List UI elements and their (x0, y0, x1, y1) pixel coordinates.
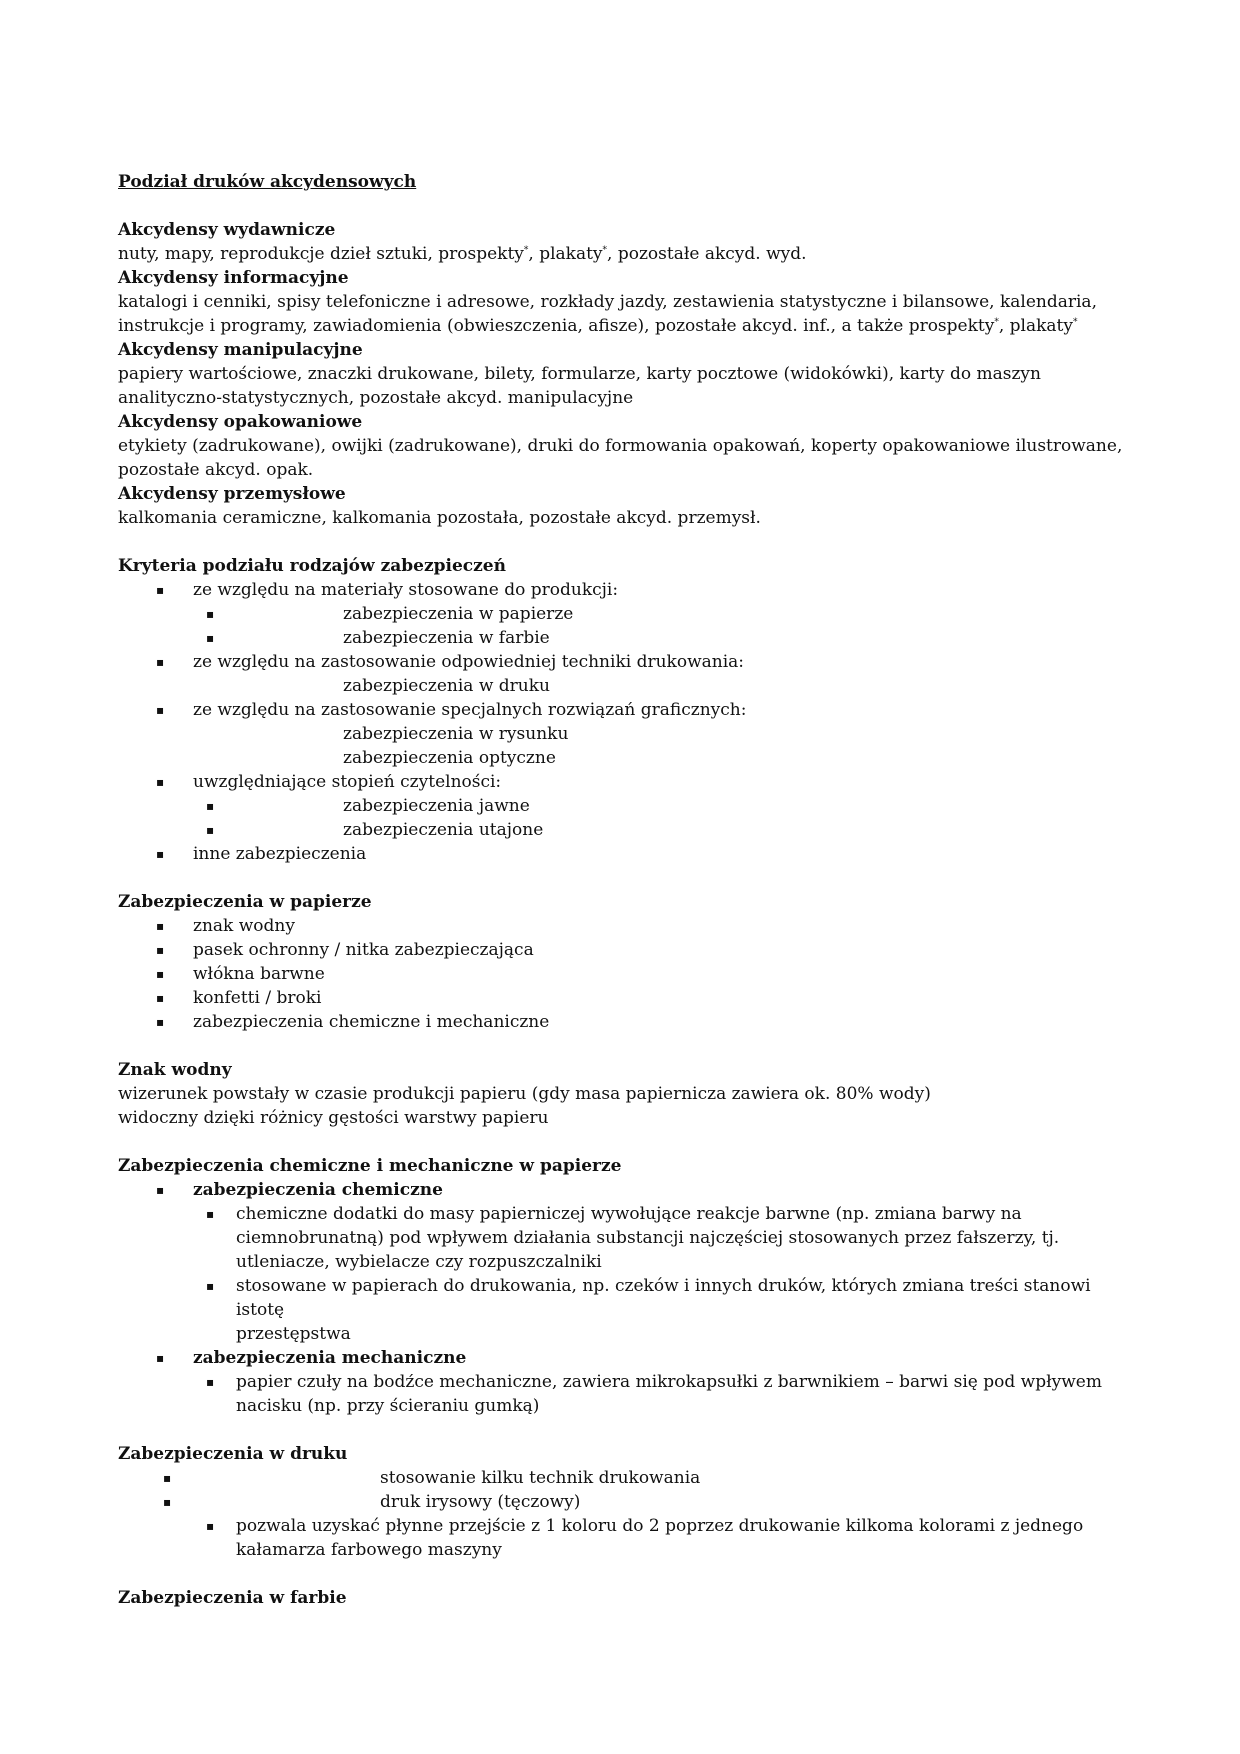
bullet-icon: ▪ (156, 655, 165, 669)
list-subitem: zabezpieczenia w rysunku (343, 724, 569, 744)
heading-chem-mech: Zabezpieczenia chemiczne i mechaniczne w papierze (118, 1156, 622, 1176)
list-subitem: ▪ chemiczne dodatki do masy papierniczej wywołujące reakcje barwne (np. zmiana barwy na (206, 1204, 1022, 1224)
bullet-icon: ▪ (156, 703, 165, 717)
text-informacyjne-2: instrukcje i programy, zawiadomienia (obwieszczenia, afisze), pozostałe akcyd. inf., a także prospekty*, plakaty* (118, 316, 1078, 336)
heading-druk: Zabezpieczenia w druku (118, 1444, 348, 1464)
text-wydawnicze: nuty, mapy, reprodukcje dzieł sztuki, prospekty*, plakaty*, pozostałe akcyd. wyd. (118, 244, 807, 264)
list-subitem-cont: utleniacze, wybielacze czy rozpuszczalniki (236, 1252, 602, 1272)
text-manipulacyjne-1: papiery wartościowe, znaczki drukowane, bilety, formularze, karty pocztowe (widokówki), karty do maszyn (118, 364, 1041, 384)
list-subitem: zabezpieczenia w druku (343, 676, 550, 696)
bullet-icon: ▪ (156, 1183, 165, 1197)
bullet-icon: ▪ (206, 1279, 215, 1293)
bullet-icon: ▪ (156, 943, 165, 957)
bullet-icon: ▪ (156, 1351, 165, 1365)
bullet-icon: ▪ (163, 1471, 172, 1485)
text-opakowaniowe-1: etykiety (zadrukowane), owijki (zadrukowane), druki do formowania opakowań, koperty opakowaniowe ilustrowane, (118, 436, 1123, 456)
list-item: ▪ pasek ochronny / nitka zabezpieczająca (156, 940, 534, 960)
list-item: ▪ konfetti / broki (156, 988, 322, 1008)
bullet-icon: ▪ (156, 847, 165, 861)
text-przemyslowe: kalkomania ceramiczne, kalkomania pozostała, pozostałe akcyd. przemysł. (118, 508, 761, 528)
text-manipulacyjne-2: analityczno-statystycznych, pozostałe akcyd. manipulacyjne (118, 388, 634, 408)
bullet-icon: ▪ (206, 607, 215, 621)
list-item: ▪ zabezpieczenia mechaniczne (156, 1348, 467, 1368)
list-item: ▪ zabezpieczenia chemiczne (156, 1180, 443, 1200)
bullet-icon: ▪ (206, 1519, 215, 1533)
heading-przemyslowe: Akcydensy przemysłowe (118, 484, 346, 504)
heading-opakowaniowe: Akcydensy opakowaniowe (118, 412, 363, 432)
list-subitem: ▪ stosowane w papierach do drukowania, np. czeków i innych druków, których zmiana treści stanowi istotę (206, 1276, 1091, 1320)
list-subitem: ▪ pozwala uzyskać płynne przejście z 1 koloru do 2 poprzez drukowanie kilkoma kolorami z jednego (206, 1516, 1084, 1536)
document-title: Podział druków akcydensowych (118, 172, 417, 192)
bullet-icon: ▪ (206, 631, 215, 645)
bullet-icon: ▪ (163, 1495, 172, 1509)
list-item: ▪ włókna barwne (156, 964, 325, 984)
heading-farba: Zabezpieczenia w farbie (118, 1588, 347, 1608)
list-item: ▪ zabezpieczenia chemiczne i mechaniczne (156, 1012, 550, 1032)
list-item: ▪ zabezpieczenia utajone (206, 820, 544, 840)
bullet-icon: ▪ (156, 967, 165, 981)
list-item: ▪ druk irysowy (tęczowy) (163, 1492, 581, 1512)
list-item: ▪ inne zabezpieczenia (156, 844, 367, 864)
list-item: ▪ zabezpieczenia jawne (206, 796, 530, 816)
bullet-icon: ▪ (206, 1375, 215, 1389)
heading-znak-wodny: Znak wodny (118, 1060, 232, 1080)
list-subitem-cont: kałamarza farbowego maszyny (236, 1540, 502, 1560)
text-znak-wodny-2: widoczny dzięki różnicy gęstości warstwy papieru (118, 1108, 549, 1128)
bullet-icon: ▪ (156, 1015, 165, 1029)
list-subitem: ▪ papier czuły na bodźce mechaniczne, zawiera mikrokapsułki z barwnikiem – barwi się pod wpływem (206, 1372, 1102, 1392)
bullet-icon: ▪ (156, 775, 165, 789)
text-opakowaniowe-2: pozostałe akcyd. opak. (118, 460, 314, 480)
text-znak-wodny-1: wizerunek powstały w czasie produkcji papieru (gdy masa papiernicza zawiera ok. 80% wody) (118, 1084, 931, 1104)
bullet-icon: ▪ (206, 1207, 215, 1221)
list-item: ▪ uwzględniające stopień czytelności: (156, 772, 502, 792)
bullet-icon: ▪ (156, 991, 165, 1005)
bullet-icon: ▪ (156, 919, 165, 933)
list-item: ▪ ze względu na materiały stosowane do produkcji: (156, 580, 619, 600)
list-item: ▪ ze względu na zastosowanie specjalnych rozwiązań graficznych: (156, 700, 747, 720)
list-item: ▪ zabezpieczenia w farbie (206, 628, 550, 648)
list-item: ▪ stosowanie kilku technik drukowania (163, 1468, 701, 1488)
list-item: ▪ znak wodny (156, 916, 295, 936)
list-item: ▪ ze względu na zastosowanie odpowiedniej techniki drukowania: (156, 652, 745, 672)
heading-wydawnicze: Akcydensy wydawnicze (118, 220, 336, 240)
bullet-icon: ▪ (156, 583, 165, 597)
heading-papier: Zabezpieczenia w papierze (118, 892, 372, 912)
list-subitem-cont: przestępstwa (236, 1324, 351, 1344)
text-informacyjne-1: katalogi i cenniki, spisy telefoniczne i adresowe, rozkłady jazdy, zestawienia statystyczne i bilansowe, kalendaria, (118, 292, 1097, 312)
bullet-icon: ▪ (206, 823, 215, 837)
list-subitem: zabezpieczenia optyczne (343, 748, 556, 768)
document-page (118, 170, 1128, 1610)
list-subitem-cont: nacisku (np. przy ścieraniu gumką) (236, 1396, 540, 1416)
list-item: ▪ zabezpieczenia w papierze (206, 604, 574, 624)
heading-manipulacyjne: Akcydensy manipulacyjne (118, 340, 363, 360)
list-subitem-cont: ciemnobrunatną) pod wpływem działania substancji najczęściej stosowanych przez fałszerzy, tj. (236, 1228, 1060, 1248)
bullet-icon: ▪ (206, 799, 215, 813)
heading-informacyjne: Akcydensy informacyjne (118, 268, 349, 288)
heading-kryteria: Kryteria podziału rodzajów zabezpieczeń (118, 556, 506, 576)
